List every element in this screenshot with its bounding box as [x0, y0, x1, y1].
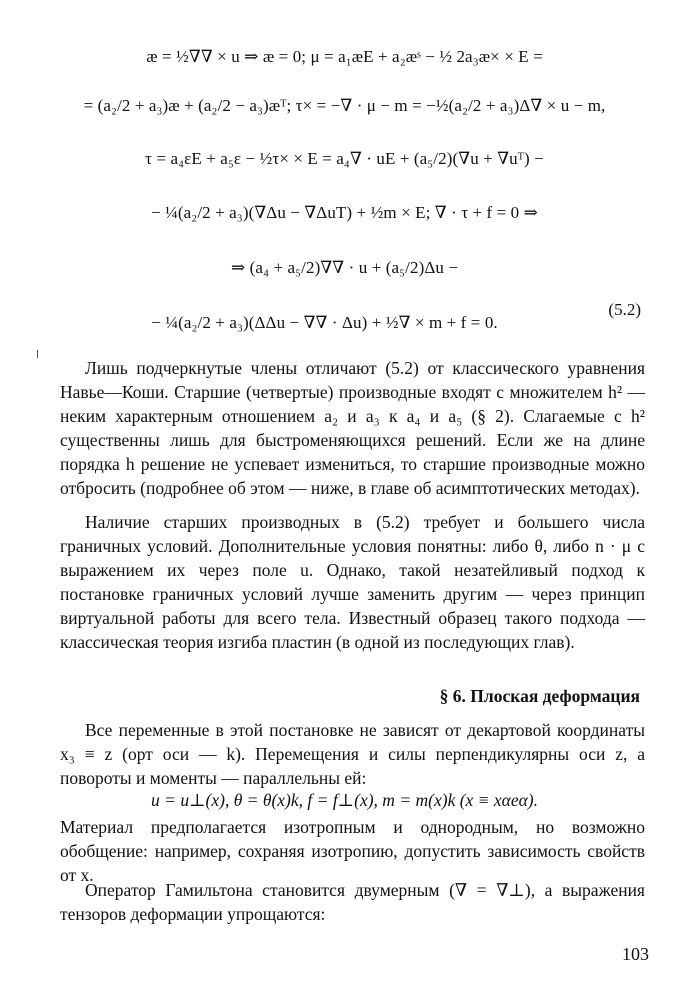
equation-number: (5.2): [608, 300, 641, 319]
paragraph-4: Материал предполагается изотропным и однородным, но возможно обобщение: например, сохраняя изотропию, допустить зависимость свойств от x.: [60, 817, 645, 886]
paragraph-3: Все переменные в этой постановке не зависят от декартовой координаты x₃ ≡ z (орт оси — k). Перемещения и силы перпендикулярны оси z, а повороты и моменты — параллельны ей:: [60, 720, 645, 789]
equation-line-6: − ¼(a₂/2 + a₃)(ΔΔu − ∇∇ · Δu) + ½∇ × m + f = 0.: [151, 313, 498, 332]
paragraph-1: Лишь подчеркнутые члены отличают (5.2) от классического уравнения Навье—Коши. Старшие (четвертые) производные входят с множителем h² — неким характерным отношением a₂ и a₃ к a₄ и a₅ (§ 2). Слагаемые с h² существенны лишь для быстроменяющихся решений. Если же на длине порядка h решение не успевает измениться, то старшие производные можно отбросить (подробнее об этом — ниже, в главе об асимптотических методах).: [60, 358, 645, 499]
section-heading: § 6. Плоская деформация: [439, 686, 640, 706]
paragraph-5: Оператор Гамильтона становится двумерным (∇ = ∇⊥), а выражения тензоров деформации упрощаются:: [60, 880, 645, 925]
equation-line-3: τ = a₄εE + a₅ε − ½τ× × E = a₄∇ · uE + (a₅/2)(∇u + ∇uᵀ) −: [145, 149, 544, 168]
page-number: 103: [622, 944, 649, 964]
plane-strain-formula: u = u⊥(x), θ = θ(x)k, f = f⊥(x), m = m(x)k (x ≡ xαeα).: [151, 790, 538, 810]
paragraph-2: Наличие старших производных в (5.2) требует и большего числа граничных условий. Дополнительные условия понятны: либо θ, либо n · μ с выражением их через поле u. Однако, такой незатейливый подход к постановке граничных условий лучше заменить другим — через принцип виртуальной работы для всего тела. Известный образец такого подхода — классическая теория изгиба пластин (в одной из последующих глав).: [60, 512, 645, 653]
equation-line-5: ⇒ (a₄ + a₅/2)∇∇ · u + (a₅/2)Δu −: [230, 258, 459, 277]
equation-line-2: = (a₂/2 + a₃)æ + (a₂/2 − a₃)æᵀ; τ× = −∇ · μ − m = −½(a₂/2 + a₃)Δ∇ × u − m,: [83, 96, 606, 115]
equation-line-1: æ = ½∇∇ × u ⇒ æ = 0; μ = a₁æE + a₂æˢ − ½ 2a₃æ× × E =: [146, 47, 543, 66]
equation-line-4: − ¼(a₂/2 + a₃)(∇Δu − ∇ΔuT) + ½m × E; ∇ · τ + f = 0 ⇒: [151, 203, 538, 222]
margin-mark: [37, 350, 38, 358]
